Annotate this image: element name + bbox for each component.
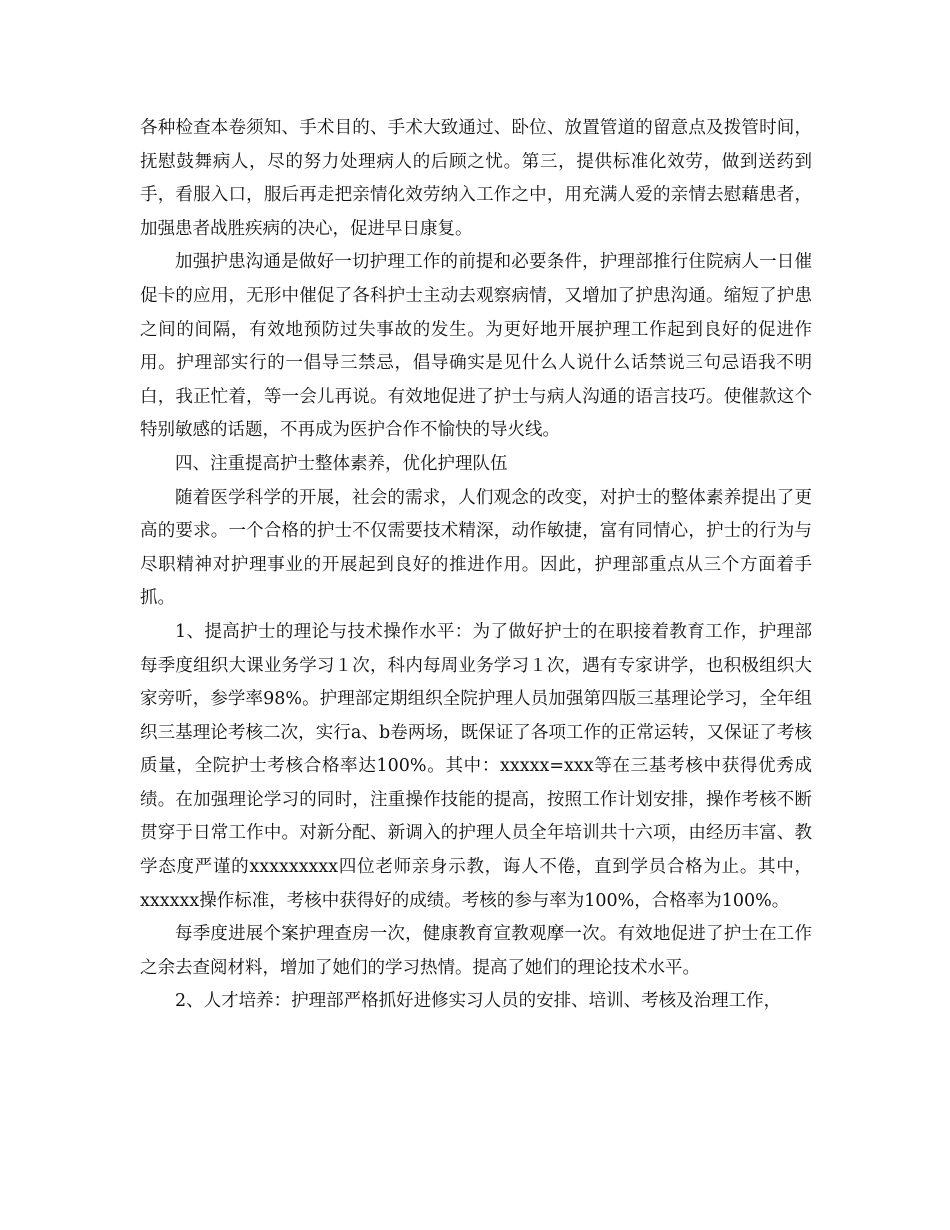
paragraph-3: 随着医学科学的开展，社会的需求，人们观念的改变，对护士的整体素养提出了更高的要求。一个合格的护士不仅需要技术精深，动作敏捷，富有同情心，护士的行为与尽职精神对护理事业的开展起到良好的推进作用。因此，护理部重点从三个方面着手抓。 [140, 487, 812, 609]
paragraph-1: 各种检查本卷须知、手术目的、手术大致通过、卧位、放置管道的留意点及拨管时间，抚慰鼓舞病人，尽的努力处理病人的后顾之忧。第三，提供标准化效劳，做到送药到手，看服入口，服后再走把亲情化效劳纳入工作之中，用充满人爱的亲情去慰藉患者，加强患者战胜疾病的决心，促进早日康复。 [140, 118, 812, 239]
paragraph-4: 1、提高护士的理论与技术操作水平：为了做好护士的在职接着教育工作，护理部每季度组织大课业务学习１次，科内每周业务学习１次，遇有专家讲学，也积极组织大家旁听，参学率98%。护理部定期组织全院护理人员加强第四版三基理论学习，全年组织三基理论考核二次，实行a、b卷两场，既保证了各项工作的正常运转，又保证了考核质量，全院护士考核合格率达100%。其中：xxxxx=xxx等在三基考核中获得优秀成绩。在加强理论学习的同时，注重操作技能的提高，按照工作计划安排，操作考核不断贯穿于日常工作中。对新分配、新调入的护理人员全年培训共十六项，由经历丰富、教学态度严谨的xxxxxxxxx四位老师亲身示教，诲人不倦，直到学员合格为止。其中，xxxxxx操作标准，考核中获得好的成绩。考核的参与率为100%，合格率为100%。 [140, 621, 812, 911]
paragraph-5: 每季度进展个案护理查房一次，健康教育宣教观摩一次。有效地促进了护士在工作之余去查阅材料，增加了她们的学习热情。提高了她们的理论技术水平。 [140, 924, 812, 978]
section-heading: 四、注重提高护士整体素养，优化护理队伍 [175, 453, 508, 474]
paragraph-6: 2、人才培养：护理部严格抓好进修实习人员的安排、培训、考核及治理工作， [175, 991, 782, 1012]
paragraph-2: 加强护患沟通是做好一切护理工作的前提和必要条件，护理部推行住院病人一日催促卡的应用，无形中催促了各科护士主动去观察病情，又增加了护患沟通。缩短了护患之间的间隔，有效地预防过失事故的发生。为更好地开展护理工作起到良好的促进作用。护理部实行的一倡导三禁忌，倡导确实是见什么人说什么话禁说三句忌语我不明白，我正忙着，等一会儿再说。有效地促进了护士与病人沟通的语言技巧。使催款这个特别敏感的话题，不再成为医护合作不愉快的导火线。 [140, 252, 812, 441]
document-page [140, 112, 812, 1019]
